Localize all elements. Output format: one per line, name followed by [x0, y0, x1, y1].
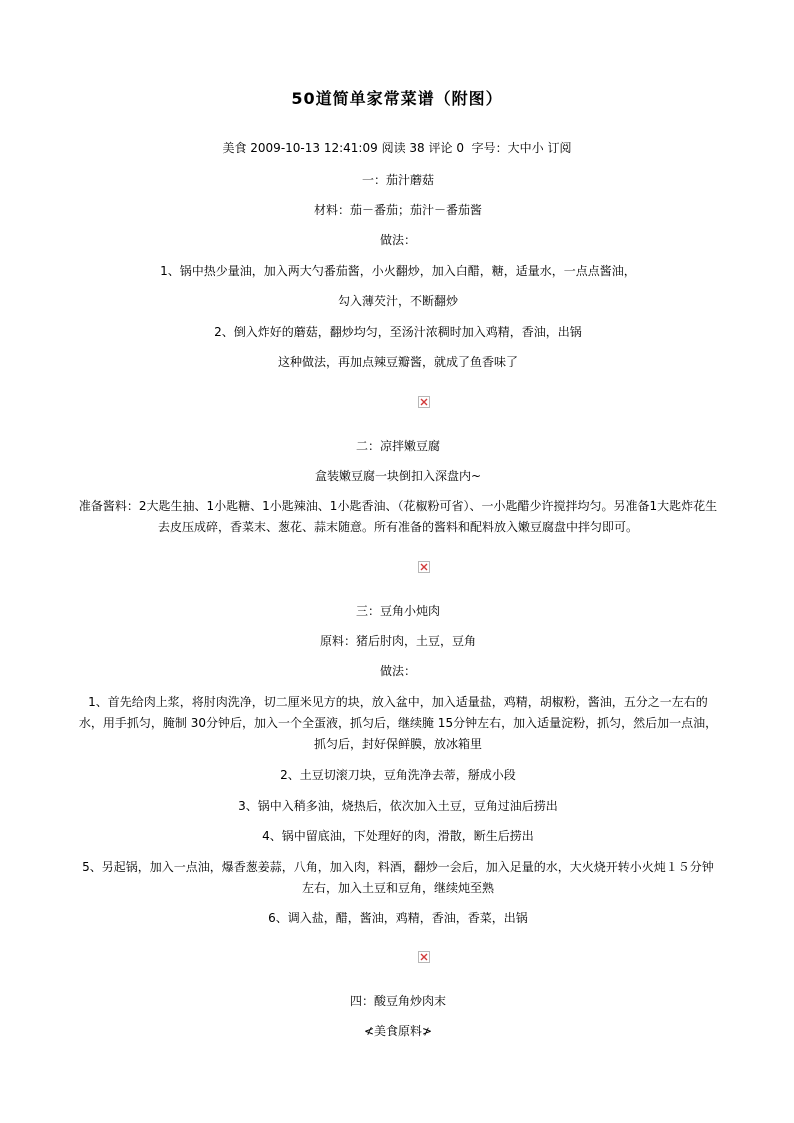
- step-line: 3、锅中入稍多油，烧热后，依次加入土豆，豆角过油后捞出: [238, 799, 558, 813]
- section-heading: 三：豆角小炖肉: [355, 604, 440, 618]
- ingredients-line: 原料：猪后肘肉，土豆，豆角: [319, 634, 476, 648]
- subscribe-link[interactable]: 订阅: [547, 141, 572, 155]
- step-line: 4、锅中留底油，下处理好的肉，滑散，断生后捞出: [262, 829, 534, 843]
- step-line: 1、锅中热少量油，加入两大勺番茄酱，小火翻炒，加入白醋，糖，适量水，一点点酱油，: [160, 264, 636, 278]
- sauce-paragraph: 准备酱料：2大匙生抽、1小匙糖、1小匙辣油、1小匙香油、（花椒粉可省）、一小匙醋少许搅拌均匀。另准备1大匙炸花生去皮压成碎，香菜末、葱花、蒜末随意。所有准备的酱料和配料放入嫩豆腐盘中拌匀即可。: [78, 499, 718, 534]
- step-line: 2、土豆切滚刀块，豆角洗净去蒂，掰成小段: [280, 768, 516, 782]
- font-size-small[interactable]: 小: [531, 141, 544, 155]
- section-heading: 四：酸豆角炒肉末: [349, 994, 446, 1008]
- font-size-medium[interactable]: 中: [519, 141, 532, 155]
- article-meta: [0, 139, 794, 156]
- broken-image-icon: [418, 396, 430, 408]
- font-size-label: 字号：: [471, 141, 508, 155]
- post-datetime: 2009-10-13 12:41:09: [250, 141, 378, 155]
- article-title: 50道简单家常菜谱（附图）: [291, 89, 503, 108]
- broken-image-icon: [418, 951, 430, 963]
- step-paragraph: 5、另起锅，加入一点油，爆香葱姜蒜，八角，加入肉，料酒，翻炒一会后，加入足量的水，大火烧开转小火炖１５分钟左右，加入土豆和豆角，继续炖至熟: [82, 860, 714, 895]
- comment-count: 0: [456, 141, 464, 155]
- read-label: 阅读: [381, 141, 406, 155]
- font-size-large[interactable]: 大: [507, 141, 520, 155]
- read-count: 38: [409, 141, 425, 155]
- step-paragraph: 1、首先给肉上浆，将肘肉洗净，切二厘米见方的块，放入盆中，加入适量盐，鸡精，胡椒粉，酱油，五分之一左右的水，用手抓匀，腌制 30分钟后，加入一个全蛋液，抓匀后，继续腌 15分钟左右，加入适量淀粉，抓匀，然后加一点油，抓匀后，封好保鲜膜，放冰箱里: [78, 695, 718, 751]
- prep-line: 盒装嫩豆腐一块倒扣入深盘内~: [314, 469, 482, 483]
- category-link[interactable]: 美食: [222, 141, 247, 155]
- step-line: 2、倒入炸好的蘑菇，翻炒均匀，至汤汁浓稠时加入鸡精，香油，出锅: [214, 325, 582, 339]
- ingredients-label: ≮美食原料≯: [363, 1024, 433, 1038]
- method-label: 做法：: [379, 664, 416, 678]
- tip-line: 这种做法，再加点辣豆瓣酱，就成了鱼香味了: [277, 355, 518, 369]
- step-line: 勾入薄芡汁，不断翻炒: [337, 294, 458, 308]
- step-line: 6、调入盐，醋，酱油，鸡精，香油，香菜，出锅: [268, 911, 528, 925]
- section-heading: 二：凉拌嫩豆腐: [355, 439, 440, 453]
- ingredients-line: 材料：茄－番茄；茄汁－番茄酱: [313, 203, 482, 217]
- comment-label[interactable]: 评论: [428, 141, 453, 155]
- broken-image-icon: [418, 561, 430, 573]
- section-heading: 一：茄汁蘑菇: [361, 173, 434, 187]
- method-label: 做法：: [379, 233, 416, 247]
